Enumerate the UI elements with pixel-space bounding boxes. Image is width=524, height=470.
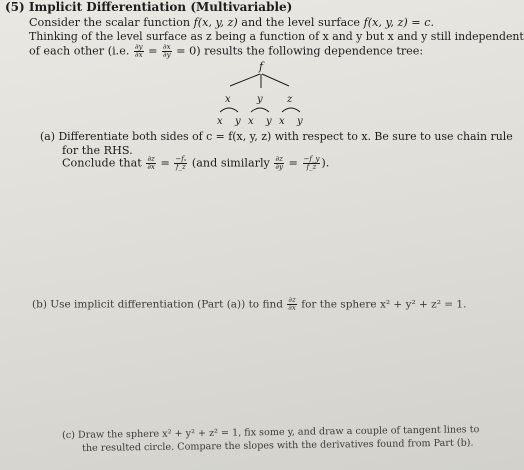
tree-node-x: x (225, 94, 231, 105)
fraction-neg-fx-fz: $\frac{\text{−fₓ}}{f\_z}$ (175, 155, 187, 171)
fraction-dx-dy: $\frac{\partial x}{\partial y}$ (163, 43, 171, 59)
tree-branch-x (220, 108, 238, 112)
dependence-tree-diagram (205, 58, 325, 130)
tree-leaf-3: x (248, 116, 254, 127)
part-c-line-2: the resulted circle. Compare the slopes with the derivatives found from Part (b). (82, 437, 474, 454)
intro-line-3: of each other (i.e. $\frac{\partial y}{\partial x}$ = $\frac{\partial x}{\partial y}$ = 0) results the following dependence tree: (29, 43, 424, 59)
tree-node-y: y (257, 94, 263, 105)
part-a-line-2: for the RHS. (62, 144, 133, 157)
tree-leaf-2: y (235, 116, 241, 127)
tree-edge-f-z (262, 74, 289, 86)
tree-leaf-4: y (266, 116, 272, 127)
fraction-dz-dy: $\frac{\partial z}{\partial y}$ (275, 155, 283, 171)
part-c-line-1: (c) Draw the sphere x² + y² + z² = 1, fix some y, and draw a couple of tangent lines to (62, 424, 480, 441)
tree-leaf-5: x (279, 116, 285, 127)
fraction-dy-dx: $\frac{\partial y}{\partial x}$ (134, 43, 143, 59)
fraction-dz-dx: $\frac{\partial z}{\partial x}$ (147, 155, 155, 171)
part-b-text: (b) Use implicit differentiation (Part (a)) to find $\frac{\partial z}{\partial x}$ for the sphere x² + y² + z² = 1. (32, 296, 467, 312)
problem-title: Implicit Differentiation (Multivariable) (28, 0, 293, 14)
fraction-neg-fy-fz: $\frac{-f\_y}{f\_z}$ (303, 155, 320, 171)
part-a-line-3: Conclude that $\frac{\partial z}{\partial x}$ = $\frac{\text{−fₓ}}{f\_z}$ (and similarly $\frac{\partial z}{\partial y}$ = $\frac{-f\_y}{f\_z}$ ). (62, 155, 330, 171)
problem-heading (5, 1, 292, 14)
intro-line-1: Consider the scalar function f(x, y, z) and the level surface f(x, y, z) = c. (29, 16, 435, 29)
fraction-dz-dx-b: $\frac{\partial z}{\partial x}$ (288, 296, 296, 312)
tree-leaf-6: y (297, 116, 303, 127)
tree-edge-f-x (230, 74, 260, 86)
tree-branch-y (251, 108, 269, 112)
problem-number: (5) (5, 0, 25, 14)
part-a-line-1: (a) Differentiate both sides of c = f(x, y, z) with respect to x. Be sure to use chain rule (40, 130, 513, 143)
tree-leaf-1: x (217, 116, 223, 127)
tree-branch-z (282, 108, 300, 112)
tree-root-f: f (259, 60, 264, 73)
tree-node-z: z (287, 94, 293, 105)
intro-line-2: Thinking of the level surface as z being a function of x and y but x and y still independent (29, 30, 524, 43)
